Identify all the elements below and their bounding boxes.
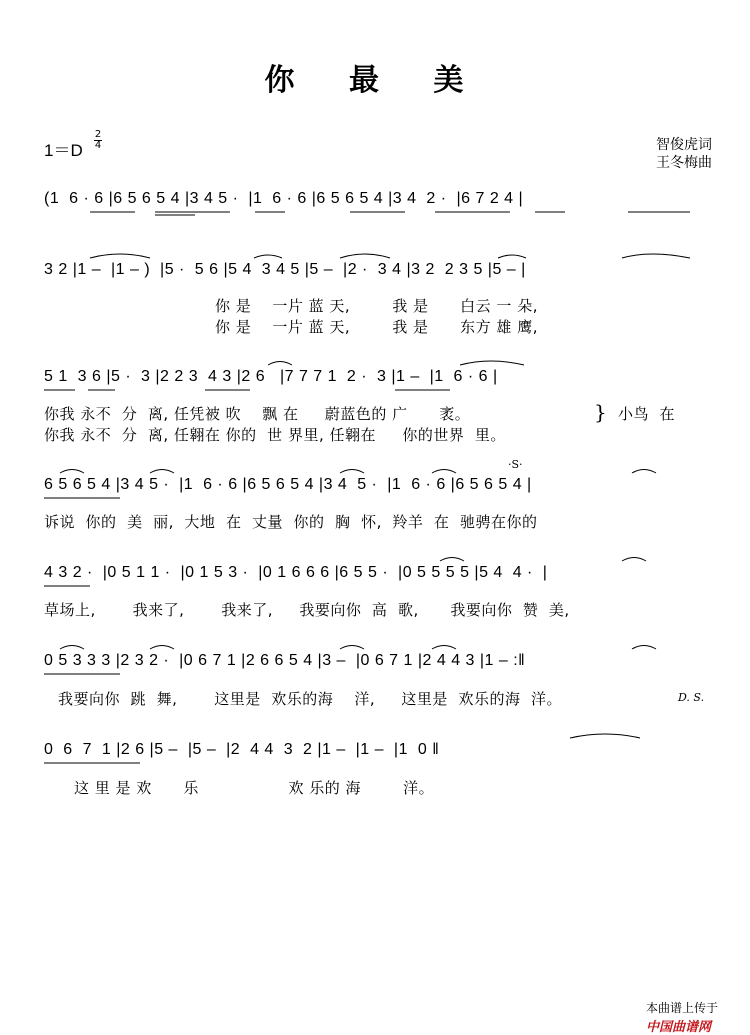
time-sig-numerator: 2 xyxy=(94,129,102,140)
tie-mark xyxy=(622,558,646,562)
key-signature: 1＝D xyxy=(44,141,83,160)
time-sig-denominator: 4 xyxy=(94,140,102,151)
footer-upload-text: 本曲谱上传于 xyxy=(645,1001,718,1015)
score-row-7: 0 6 7 1 |2 6 |5 – |5 – |2 4 4 3 2 |1 – |1 – |1 0 ‖ xyxy=(44,741,440,758)
tie-mark xyxy=(622,254,690,258)
lyrics-row-4: 诉说 你的 美 丽, 大地 在 丈量 你的 胸 怀, 羚羊 在 驰骋在你的 xyxy=(44,513,538,531)
lyrics-row-3-verse-2: 你我 永不 分 离, 任翱在 你的 世 界里, 任翱在 你的世界 里。 xyxy=(44,426,506,444)
lyrics-row-2-verse-2: 你 是 一片 蓝 天, 我 是 东方 雄 鹰, xyxy=(215,318,538,336)
score-row-6: 0 5 3 3 3 |2 3 2 · |0 6 7 1 |2 6 6 5 4 |3 – |0 6 7 1 |2 4 4 3 |1 – :‖ xyxy=(44,652,526,669)
tie-mark xyxy=(440,558,464,562)
tie-mark xyxy=(268,362,292,366)
verse-brace: } xyxy=(594,400,607,424)
lyrics-row-3-side: 小鸟 在 xyxy=(618,405,676,423)
segno-mark: ·S· xyxy=(508,458,523,471)
composer-credit: 王冬梅曲 xyxy=(656,155,712,171)
tie-mark xyxy=(150,646,174,650)
footer-credit xyxy=(638,985,718,1035)
tie-mark xyxy=(254,255,282,258)
tie-mark xyxy=(432,470,456,474)
score-row-2: 3 2 |1 – |1 – ) |5 · 5 6 |5 4 3 4 5 |5 – |2 · 3 4 |3 2 2 3 5 |5 – | xyxy=(44,261,526,278)
score-row-5: 4 3 2 · |0 5 1 1 · |0 1 5 3 · |0 1 6 6 6 |6 5 5 · |0 5 5 5 5 |5 4 4 · | xyxy=(44,564,548,581)
tie-mark xyxy=(60,470,84,474)
tie-mark xyxy=(150,470,174,474)
tie-mark xyxy=(570,734,640,738)
lyricist-credit: 智俊虎词 xyxy=(656,137,712,153)
score-row-3: 5 1 3 6 |5 · 3 |2 2 3 4 3 |2 6 |7 7 7 1 2 · 3 |1 – |1 6 · 6 | xyxy=(44,368,498,385)
lyrics-row-3-verse-1: 你我 永不 分 离, 任凭被 吹 飘 在 蔚蓝色的 广 袤。 xyxy=(44,405,471,423)
lyrics-row-7: 这 里 是 欢 乐 欢 乐的 海 洋。 xyxy=(74,779,435,797)
site-logo[interactable]: 中国曲谱网 xyxy=(645,1020,711,1035)
score-row-1: (1 6 · 6 |6 5 6 5 4 |3 4 5 · |1 6 · 6 |6 5 6 5 4 |3 4 2 · |6 7 2 4 | xyxy=(44,190,524,207)
tie-mark xyxy=(498,255,526,258)
tie-mark xyxy=(60,646,84,650)
song-title: 你 最 美 xyxy=(264,63,486,98)
score-row-4: 6 5 6 5 4 |3 4 5 · |1 6 · 6 |6 5 6 5 4 |3 4 5 · |1 6 · 6 |6 5 6 5 4 | xyxy=(44,476,532,493)
tie-mark xyxy=(432,646,456,650)
lyrics-row-6: 我要向你 跳 舞, 这里是 欢乐的海 洋, 这里是 欢乐的海 洋。 xyxy=(58,690,563,708)
lyrics-row-2-verse-1: 你 是 一片 蓝 天, 我 是 白云 一 朵, xyxy=(215,297,538,315)
tie-mark xyxy=(340,646,364,650)
tie-mark xyxy=(632,646,656,650)
tie-mark xyxy=(460,361,524,365)
lyrics-row-5: 草场上, 我来了, 我来了, 我要向你 高 歌, 我要向你 赞 美, xyxy=(44,601,570,619)
tie-mark xyxy=(90,254,150,258)
tie-mark xyxy=(340,254,390,258)
ds-marking: D. S. xyxy=(678,691,705,704)
tie-mark xyxy=(340,470,364,474)
tie-mark xyxy=(632,470,656,474)
